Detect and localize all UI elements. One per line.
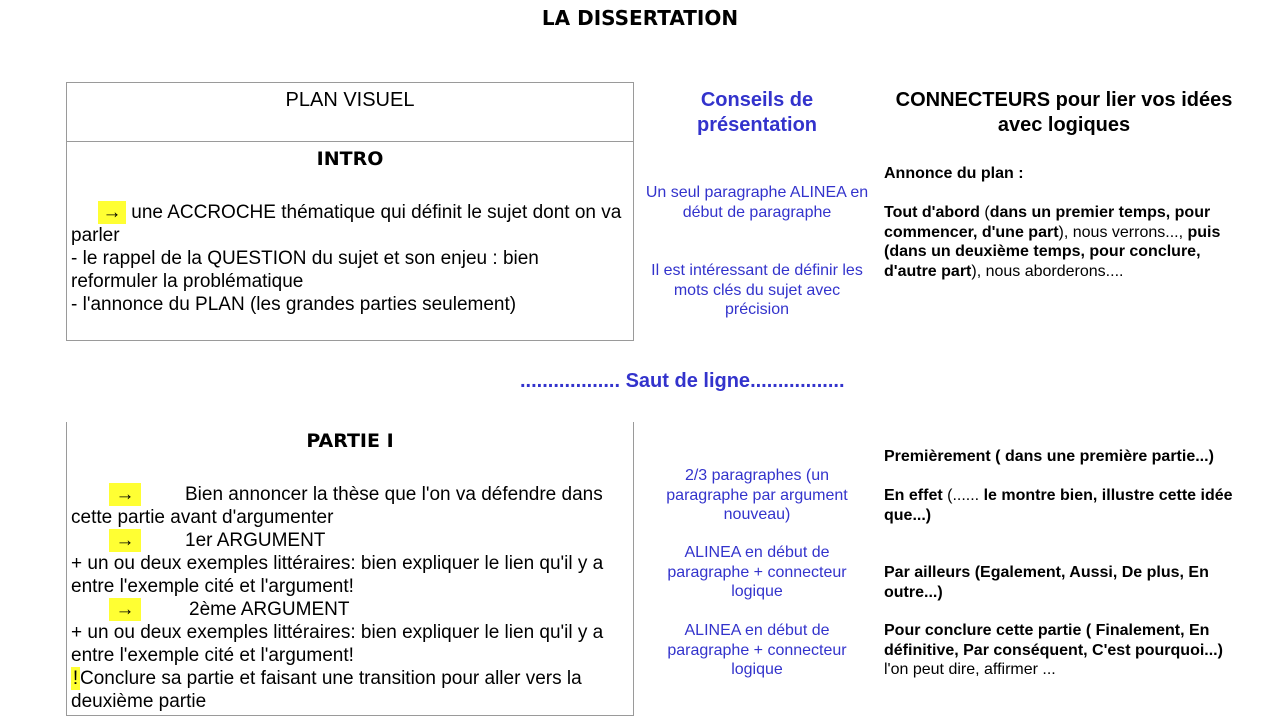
arrow-icon: → xyxy=(98,201,126,224)
partie-these: Bien annoncer la thèse que l'on va défendre dans cette partie avant d'argumenter xyxy=(71,484,603,528)
connecteur-en-effet-paren: (...... xyxy=(942,487,984,504)
connecteur-en-effet-block xyxy=(884,486,1234,525)
intro-accroche-line xyxy=(71,201,629,247)
connecteur-paren-1: ( xyxy=(979,204,990,221)
saut-label: Saut de ligne xyxy=(620,370,751,392)
partie-advice-1: 2/3 paragraphes (un paragraphe par argument nouveau) xyxy=(666,467,848,523)
intro-text xyxy=(71,201,629,316)
partie-advice-3: ALINEA en début de paragraphe + connecteur logique xyxy=(667,622,847,678)
saut-dots-right: ................. xyxy=(750,370,845,392)
intro-plan: - l'annonce du PLAN (les grandes parties seulement) xyxy=(71,294,517,315)
partie-these-line xyxy=(71,483,629,529)
connecteur-on-peut-dire: l'on peut dire, affirmer ... xyxy=(884,661,1056,678)
partie-ex1: + un ou deux exemples littéraires: bien expliquer le lien qu'il y a entre l'exemple cité et l'argument! xyxy=(71,553,604,597)
connecteur-premierement: Premièrement ( dans une première partie...) xyxy=(884,448,1214,465)
intro-accroche: une ACCROCHE thématique qui définit le sujet dont on va parler xyxy=(71,202,622,246)
partie-text xyxy=(71,483,629,713)
intro-question: - le rappel de la QUESTION du sujet et son enjeu : bien reformuler la problématique xyxy=(71,248,539,292)
conseils-header: Conseils de présentation xyxy=(696,89,818,136)
partie-arg2-line xyxy=(71,598,629,621)
saut-dots-left: .................. xyxy=(520,370,621,392)
connecteur-puis: puis xyxy=(1187,223,1221,241)
arrow-icon: → xyxy=(109,529,141,552)
intro-title: INTRO xyxy=(316,148,384,170)
connecteur-nous-verrons: ), nous verrons..., xyxy=(1058,223,1188,241)
connecteurs-header-rest: pour lier vos idées avec logiques xyxy=(997,89,1233,136)
partie-advice-2: ALINEA en début de paragraphe + connecteur logique xyxy=(667,544,847,600)
arrow-icon: → xyxy=(109,598,141,621)
plan-header: PLAN VISUEL xyxy=(285,89,415,111)
arrow-icon: → xyxy=(109,483,141,506)
connecteur-en-effet: En effet xyxy=(884,487,943,504)
connecteur-en-effet-rest: le montre bien, illustre cette idée que...) xyxy=(884,487,1233,524)
intro-advice-1: Un seul paragraphe ALINEA en début de paragraphe xyxy=(645,184,869,221)
connecteur-pour-conclure: Pour conclure cette partie ( Finalement, En définitive, Par conséquent, C'est pourquoi...) xyxy=(884,622,1223,659)
partie-arg1: 1er ARGUMENT xyxy=(185,530,326,551)
exclamation-icon: ! xyxy=(72,668,79,689)
page-title: LA DISSERTATION xyxy=(541,6,739,30)
annonce-label: Annonce du plan : xyxy=(884,165,1024,182)
annonce-connecteurs xyxy=(884,203,1234,281)
connecteur-deuxieme-temps: (dans un deuxième temps, pour conclure, d'autre part xyxy=(884,243,1201,280)
partie-title: PARTIE I xyxy=(306,430,394,452)
partie-conclure: Conclure sa partie et faisant une transition pour aller vers la deuxième partie xyxy=(71,668,582,712)
connecteur-nous-aborderons: ), nous aborderons.... xyxy=(971,262,1124,280)
connecteurs-header-bold: CONNECTEURS xyxy=(895,89,1051,111)
partie-arg2: 2ème ARGUMENT xyxy=(189,599,350,620)
connecteur-par-ailleurs: Par ailleurs (Egalement, Aussi, De plus, En outre...) xyxy=(884,564,1209,601)
partie-arg1-line xyxy=(71,529,629,552)
connecteur-tout-dabord: Tout d'abord xyxy=(884,204,980,221)
intro-advice-2: Il est intéressant de définir les mots clés du sujet avec précision xyxy=(651,262,863,318)
partie-conclure-line xyxy=(71,667,629,713)
partie-ex2: + un ou deux exemples littéraires: bien expliquer le lien qu'il y a entre l'exemple cité et l'argument! xyxy=(71,622,604,666)
connecteurs-header xyxy=(876,88,1252,138)
saut-de-ligne xyxy=(520,370,880,393)
connecteur-premier-temps: dans un premier temps, pour commencer, d'une part xyxy=(884,204,1211,241)
